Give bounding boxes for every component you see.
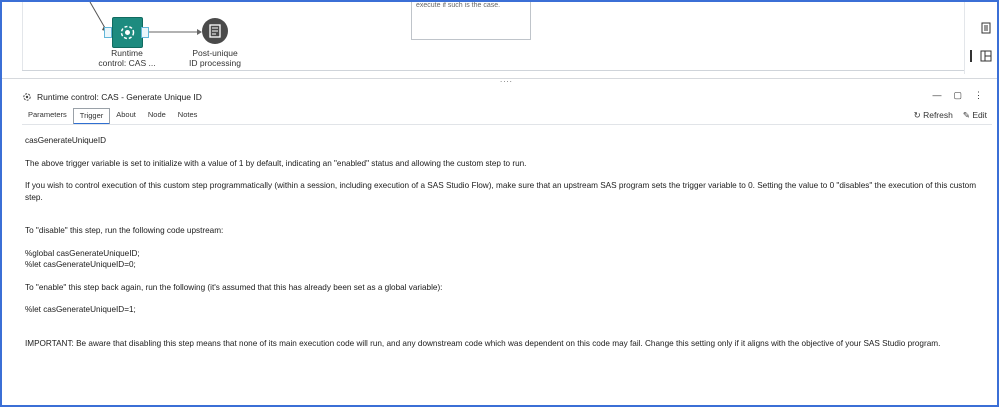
important-note: IMPORTANT: Be aware that disabling this step means that none of its main execution code will run, and any downstream code which was dependent on this code may fail. Change this setting only if it aligns with the objective of your SAS Studio program. [25,338,941,348]
output-port[interactable] [141,27,149,38]
code-line-enable: %let casGenerateUniqueID=1; [25,305,136,314]
step-gear-icon [22,92,32,102]
trigger-content [25,135,985,349]
window-controls [932,90,983,101]
minimize-icon[interactable]: — [932,90,942,100]
runtime-node-label: Runtime control: CAS ... [98,48,156,68]
document-icon[interactable] [980,22,992,34]
description-p4: To "enable" this step back again, run the following (it's assumed that this has already been set as a global variable): [25,282,443,292]
layout-icon[interactable] [980,50,992,62]
panel-title: Runtime control: CAS - Generate Unique ID [37,92,202,102]
input-port[interactable] [104,27,112,38]
process-node-icon [202,18,228,44]
canvas-divider [22,70,964,71]
refresh-label: Refresh [923,110,953,120]
post-unique-node[interactable] [202,18,228,44]
edit-button[interactable] [963,110,987,121]
tab-node[interactable]: Node [147,110,166,119]
description-p2: If you wish to control execution of this custom step programmatically (within a session, including execution of a SAS Studio Flow), make sure that an upstream SAS program sets the trigger variable to 0. Setting the value to 0 "disables" the execution of this custom step. [25,181,977,202]
tab-about[interactable]: About [116,110,136,119]
edit-icon: ✎ [962,110,970,120]
refresh-icon: ↻ [913,110,921,120]
panel-header [22,91,202,103]
tab-notes[interactable]: Notes [177,110,198,119]
description-p1: The above trigger variable is set to initialize with a value of 1 by default, indicating an "enabled" status and allowing the custom step to run. [25,158,527,168]
runtime-control-node[interactable] [112,17,143,48]
splitter-handle[interactable]: .... [500,75,513,84]
trigger-variable-heading: casGenerateUniqueID [25,136,107,145]
tab-parameters[interactable]: Parameters [28,110,67,119]
tab-divider [22,124,992,125]
right-rail [964,2,998,74]
rail-scrollbar[interactable] [970,50,972,62]
refresh-button[interactable] [914,110,953,121]
maximize-icon[interactable]: ▢ [953,90,962,100]
post-node-label: Post-unique ID processing [189,48,241,68]
runtime-node-icon [113,18,142,47]
flow-canvas[interactable] [2,2,964,74]
code-line-global: %global casGenerateUniqueID; [25,248,140,258]
code-line-disable: %let casGenerateUniqueID=0; [25,260,136,269]
note-text: execute if such is the case. [416,2,501,9]
panel-actions [914,110,987,121]
edit-label: Edit [972,110,987,120]
note-box[interactable] [411,0,531,40]
description-p3: To "disable" this step, run the following code upstream: [25,226,224,235]
tab-trigger[interactable]: Trigger [73,108,110,125]
tab-bar [22,108,203,125]
more-icon[interactable]: ⋮ [974,90,983,100]
